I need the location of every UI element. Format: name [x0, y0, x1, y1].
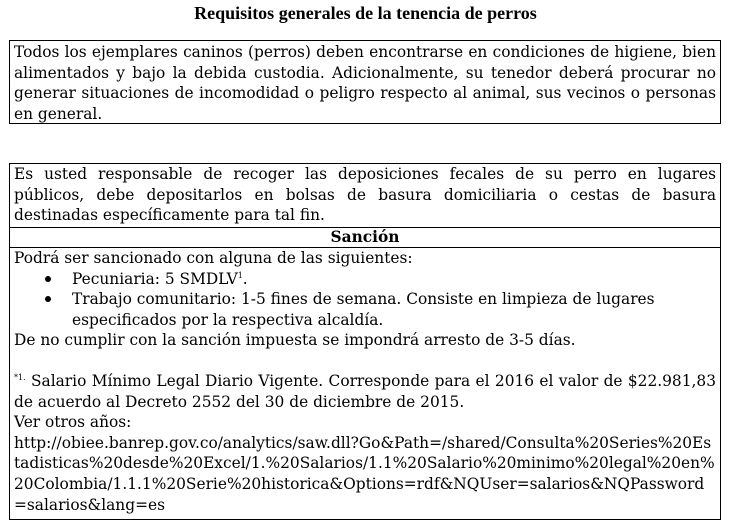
pecuniaria-text: Pecuniaria: 5 SMDLV — [72, 269, 238, 288]
sancion-item-trabajo — [14, 289, 716, 330]
footnote-ref: 1 — [237, 270, 243, 280]
hygiene-requirements-text: Todos los ejemplares caninos (perros) deben encontrarse en condiciones de higiene, bien alimentados y bajo la debida custodia. Adicionalmente, su tenedor deberá procurar no generar situaciones de incomodidad o peligro respecto al animal, sus vecinos o personas en general. — [14, 43, 716, 123]
footnote-text: Salario Mínimo Legal Diario Vigente. Corresponde para el 2016 el valor de $22.981,83 de acuerdo al Decreto 2552 del 30 de diciembre de 2015. — [14, 371, 716, 411]
waste-responsibility-section — [10, 164, 720, 228]
footnote — [14, 371, 716, 412]
sancion-body — [10, 248, 720, 515]
sancion-item-pecuniaria — [14, 269, 716, 290]
waste-responsibility-box — [9, 163, 721, 520]
pecuniaria-end: . — [242, 269, 248, 288]
trabajo-text: Trabajo comunitario: 1-5 fines de semana. Consiste en limpieza de lugares especificados por la respectiva alcaldía. — [72, 290, 655, 329]
sancion-heading: Sanción — [10, 228, 720, 248]
hygiene-requirements-box — [9, 40, 721, 124]
salary-history-link[interactable]: http://obiee.banrep.gov.co/analytics/saw.dll?Go&Path=/shared/Consulta%20Series%20Estadisticas%20desde%20Excel/1.%20Salarios/1.1%20Salario%20minimo%20legal%20en%20Colombia/1.1.1%20Serie%20historica&Options=rdf&NQUser=salarios&NQPassword=salarios&lang=es — [14, 433, 715, 514]
document-title: Requisitos generales de la tenencia de perros — [194, 3, 537, 23]
sancion-list — [14, 269, 716, 331]
sancion-lead: Podrá ser sancionado con alguna de las siguientes: — [14, 249, 413, 267]
bullet-icon — [45, 276, 51, 282]
footnote-mark: *1. — [14, 372, 26, 382]
arresto-text: De no cumplir con la sanción impuesta se impondrá arresto de 3-5 días. — [14, 331, 576, 350]
spacer — [14, 351, 716, 371]
bullet-icon — [45, 296, 51, 302]
ver-otros-label: Ver otros años: — [14, 413, 132, 432]
waste-responsibility-text: Es usted responsable de recoger las deposiciones fecales de su perro en lugares públicos, debe depositarlos en bolsas de basura domiciliaria o cestas de basura destinadas específicamente para tal fin. — [14, 165, 716, 225]
